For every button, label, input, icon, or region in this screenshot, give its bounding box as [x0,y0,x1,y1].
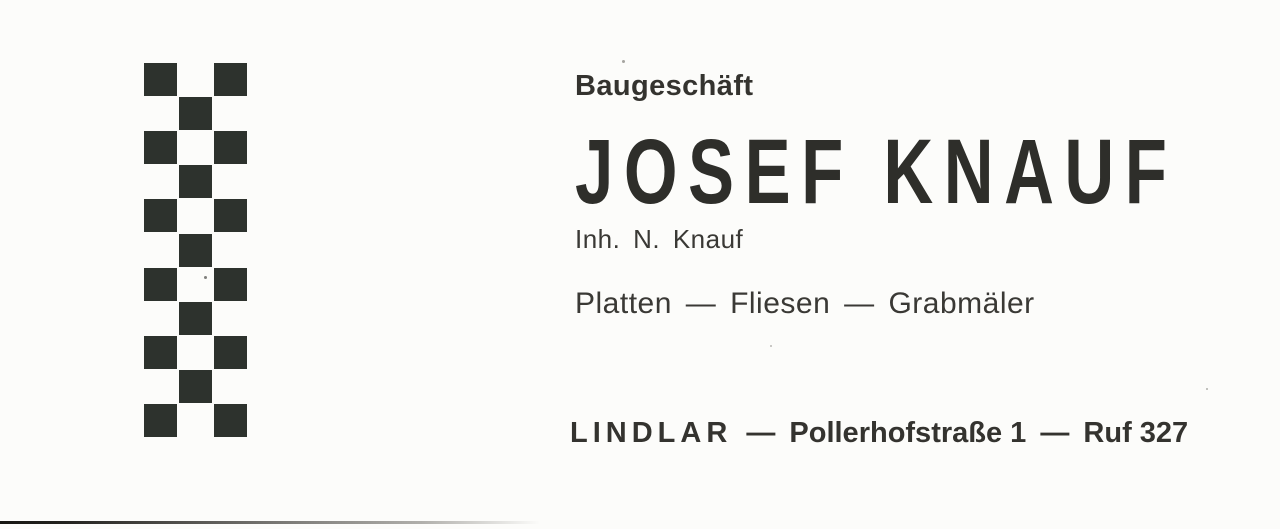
logo-square [179,97,212,130]
logo-square [214,199,247,232]
logo-square [214,336,247,369]
phone-number: Ruf 327 [1083,417,1189,449]
logo-square [214,63,247,96]
logo-square [214,404,247,437]
logo-square [144,199,177,232]
logo-square [179,234,212,267]
logo-square [144,404,177,437]
paper-speck [770,345,772,347]
paper-speck [622,60,625,63]
services-line: Platten — Fliesen — Grabmäler [575,287,1035,320]
checkerboard-logo [144,63,248,439]
city-name: LINDLAR [570,417,733,449]
paper-speck [1206,388,1208,390]
logo-square [144,336,177,369]
logo-square [179,370,212,403]
dash-separator-icon: — [1040,417,1070,449]
address-line [570,419,1188,448]
street-address: Pollerhofstraße 1 [789,417,1027,449]
logo-square [144,268,177,301]
scan-edge-artifact [0,521,540,524]
logo-square [214,268,247,301]
company-name-heading: JOSEF KNAUF [575,121,1178,223]
logo-square [144,131,177,164]
dash-separator-icon: — [746,417,776,449]
logo-square [179,302,212,335]
logo-square [214,131,247,164]
proprietor-line: Inh. N. Knauf [575,224,744,254]
logo-square [179,165,212,198]
logo-square [144,63,177,96]
business-type-label: Baugeschäft [575,70,754,102]
paper-speck [204,276,207,279]
